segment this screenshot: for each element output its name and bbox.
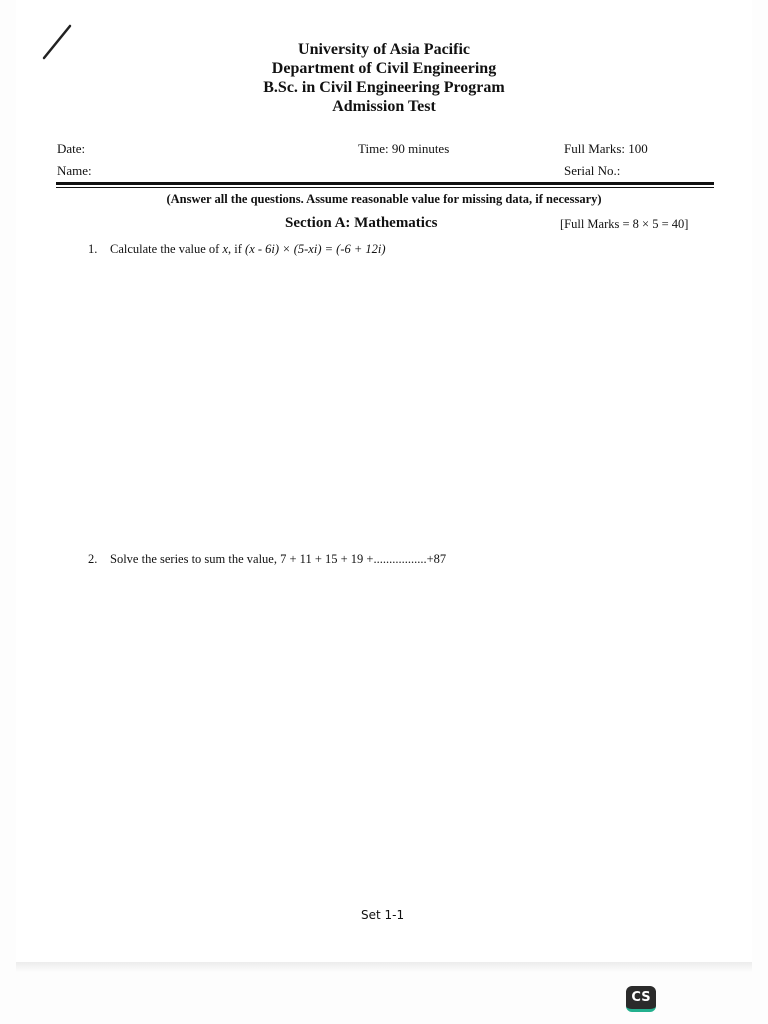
section-marks: [Full Marks = 8 × 5 = 40] bbox=[560, 217, 689, 231]
section-title: Section A: Mathematics bbox=[285, 215, 438, 231]
exam-header bbox=[0, 40, 768, 116]
question-1 bbox=[88, 242, 386, 257]
question-number: 2. bbox=[88, 552, 98, 566]
department-name: Department of Civil Engineering bbox=[271, 60, 497, 77]
question-number: 1. bbox=[88, 242, 98, 256]
question-connector: , if bbox=[228, 242, 246, 256]
full-marks-info: Full Marks: 100 bbox=[564, 141, 648, 156]
question-2 bbox=[88, 552, 446, 567]
university-name: University of Asia Pacific bbox=[298, 41, 470, 58]
date-label: Date: bbox=[57, 141, 86, 156]
question-variable: x bbox=[222, 242, 229, 256]
header-divider-thin bbox=[56, 187, 714, 188]
question-expression: (x - 6i) × (5-xi) = (-6 + 12i) bbox=[245, 242, 386, 256]
instruction-text: (Answer all the questions. Assume reasonable value for missing data, if necessary) bbox=[166, 192, 602, 206]
name-label: Name: bbox=[57, 163, 92, 178]
header-divider-thick bbox=[56, 182, 714, 185]
camscanner-logo: CS bbox=[626, 986, 656, 1012]
page-edge-shadow bbox=[16, 962, 752, 972]
set-label: Set 1-1 bbox=[361, 908, 405, 922]
program-name: B.Sc. in Civil Engineering Program bbox=[263, 79, 505, 96]
test-title: Admission Test bbox=[332, 98, 436, 115]
time-info: Time: 90 minutes bbox=[358, 141, 450, 156]
serial-label: Serial No.: bbox=[564, 163, 621, 178]
question-text: Solve the series to sum the value, 7 + 11 + 15 + 19 +.................+87 bbox=[110, 552, 447, 566]
question-text: Calculate the value of bbox=[110, 242, 223, 256]
